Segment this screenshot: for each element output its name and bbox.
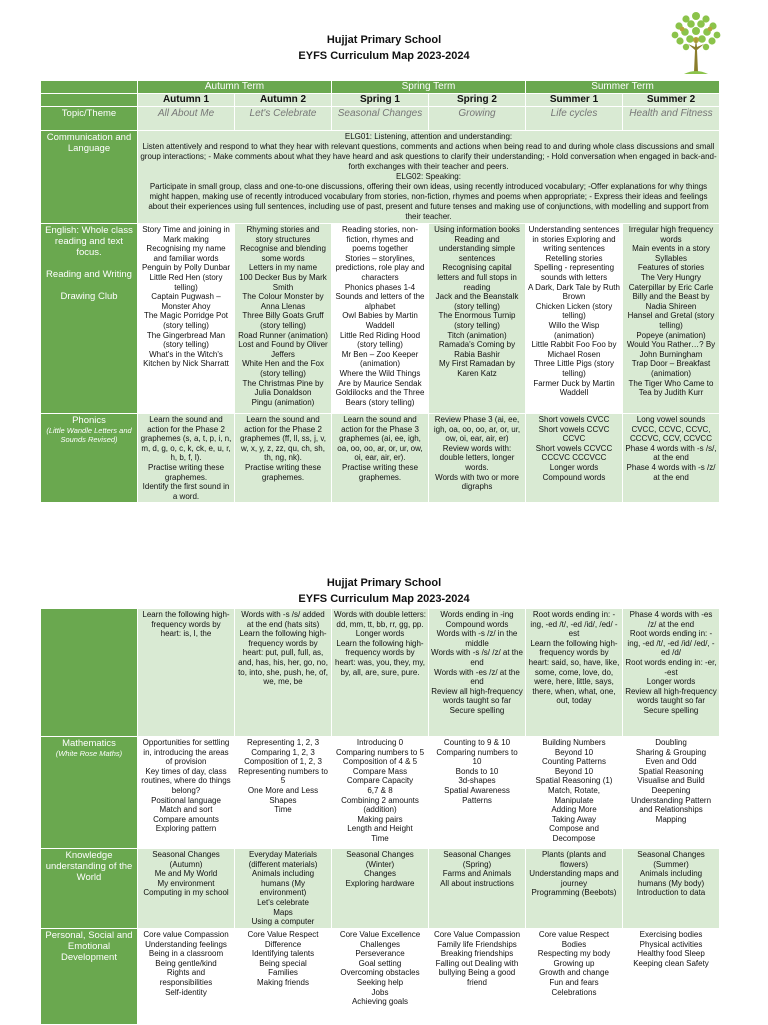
maths-spring-1: Introducing 0 Comparing numbers to 5 Composition of 4 & 5 Compare Mass Compare Capacity 6,7 & 8 Combining 2 amounts (addition) Making pairs Length and Height Time bbox=[332, 737, 429, 849]
term-autumn: Autumn Term bbox=[138, 81, 332, 94]
psed-autumn-1: Core value Compassion Understanding feelings Being in a classroom Being gentle/kind Rights and responsibilities Self-identity bbox=[138, 929, 235, 1025]
tree-logo-icon bbox=[670, 10, 722, 80]
theme-autumn-2: Let's Celebrate bbox=[235, 107, 332, 131]
phonics-spring-2: Review Phase 3 (ai, ee, igh, oa, oo, oo, ar, or, ur, ow, oi, ear, air, er) Review words with: double letters, longer words. Words with two or more digraphs bbox=[429, 414, 526, 503]
curriculum-table-page-2 bbox=[40, 608, 720, 1025]
phonics-cont-autumn-2: Words with -s /s/ added at the end (hats sits) Learn the following high-frequency words by heart: put, pull, full, as, and, has, his, her, go, no, to, into, she, push, he, of, we, me, be bbox=[235, 609, 332, 737]
maths-summer-1: Building Numbers Beyond 10 Counting Patterns Beyond 10 Spatial Reasoning (1) Match, Rotate, Manipulate Adding More Taking Away Compose and Decompose bbox=[526, 737, 623, 849]
psed-autumn-2: Core Value Respect Difference Identifying talents Being special Families Making friends bbox=[235, 929, 332, 1025]
row-label-mathematics bbox=[41, 737, 138, 849]
maths-summer-2: Doubling Sharing & Grouping Even and Odd Spatial Reasoning Visualise and Build Deepening Understanding Pattern and Relationships Mapping bbox=[623, 737, 720, 849]
knowledge-autumn-1: Seasonal Changes (Autumn) Me and My World My environment Computing in my school bbox=[138, 849, 235, 929]
phonics-cont-summer-1: Root words ending in: -ing, -ed /t/, -ed /id/, /ed/ -est Learn the following high-frequency words by heart: said, so, have, like, some, come, love, do, were, here, little, says, there, when, what, one, out, today bbox=[526, 609, 623, 737]
term-spring: Spring Term bbox=[332, 81, 526, 94]
header-autumn-2: Autumn 2 bbox=[235, 94, 332, 107]
row-label-communication: Communication and Language bbox=[41, 131, 138, 224]
phonics-summer-1: Short vowels CVCC Short vowels CCVC CCVC Short vowels CCVCC CCCVC CCCVCC Longer words Compound words bbox=[526, 414, 623, 503]
header-summer-1: Summer 1 bbox=[526, 94, 623, 107]
english-summer-1: Understanding sentences in stories Exploring and writing sentences Retelling stories Spelling - representing sounds with letters A Dark, Dark Tale by Ruth Brown Chicken Licken (story telling) Willo the Wisp (animation) Little Rabbit Foo Foo by Michael Rosen Three Little Pigs (story telling) Farmer Duck by Martin Waddell bbox=[526, 224, 623, 414]
header-summer-2: Summer 2 bbox=[623, 94, 720, 107]
phonics-autumn-1: Learn the sound and action for the Phase 2 graphemes (s, a, t, p, i, n, m, d, g, o, c, k, ck, e, u, r, h, b, f, l). Practise writing these graphemes. Identify the first sound in a word. bbox=[138, 414, 235, 503]
phonics-cont-summer-2: Phase 4 words with -es /z/ at the end Root words ending in: -ing, -ed /t/, -ed /id/ /ed/, -ed /d/ Root words ending in: -er, -est Longer words Review all high-frequency words taught so far Secure spelling bbox=[623, 609, 720, 737]
theme-spring-1: Seasonal Changes bbox=[332, 107, 429, 131]
phonics-continued-label bbox=[41, 609, 138, 737]
english-spring-2: Using information books Reading and understanding simple sentences Recognising capital letters and full stops in reading Jack and the Beanstalk (story telling) The Enormous Turnip (story telling) Titch (animation) Ramada's Coming by Rabia Bashir My First Ramadan by Karen Katz bbox=[429, 224, 526, 414]
theme-autumn-1: All About Me bbox=[138, 107, 235, 131]
theme-summer-2: Health and Fitness bbox=[623, 107, 720, 131]
term-summer: Summer Term bbox=[526, 81, 720, 94]
theme-spring-2: Growing bbox=[429, 107, 526, 131]
row-label-topic: Topic/Theme bbox=[41, 107, 138, 131]
phonics-cont-spring-1: Words with double letters: dd, mm, tt, bb, rr, gg, pp. Longer words Learn the following high-frequency words by heart: was, you, they, my, by, all, are, sure, pure. bbox=[332, 609, 429, 737]
english-summer-2: Irregular high frequency words Main events in a story Syllables Features of stories The Very Hungry Caterpillar by Eric Carle Billy and the Beast by Nadia Shireen Hansel and Gretal (story telling) Popeye (animation) Would You Rather…? By John Burningham Trap Door – Breakfast (animation) The Tiger Who Came to Tea by Judith Kurr bbox=[623, 224, 720, 414]
psed-spring-2: Core Value Compassion Family life Friendships Breaking friendships Falling out Dealing with bullying Being a good friend bbox=[429, 929, 526, 1025]
phonics-summer-2: Long vowel sounds CVCC, CCVC, CCVC, CCCVC, CCV, CCVCC Phase 4 words with -s /s/, at the end Phase 4 words with -s /z/ at the end bbox=[623, 414, 720, 503]
elg01-title: ELG01: Listening, attention and understanding: bbox=[344, 132, 513, 141]
english-spring-1: Reading stories, non-fiction, rhymes and poems together Stories – storylines, predictions, role play and characters Phonics phases 1-4 Sounds and letters of the alphabet Owl Babies by Martin Waddell Little Red Riding Hood (story telling) Mr Ben – Zoo Keeper (animation) Where the Wild Things Are by Maurice Sendak Goldilocks and the Three Bears (story telling) bbox=[332, 224, 429, 414]
row-label-phonics bbox=[41, 414, 138, 503]
knowledge-spring-2: Seasonal Changes (Spring) Farms and Animals All about instructions bbox=[429, 849, 526, 929]
maths-label: Mathematics bbox=[62, 738, 116, 749]
phonics-sublabel: (Little Wandle Letters and Sounds Revised) bbox=[46, 426, 132, 444]
phonics-label: Phonics bbox=[72, 415, 106, 426]
elg02-text: Participate in small group, class and one-to-one discussions, offering their own ideas, using recently introduced vocabulary; -Offer explanations for why things might happen, making use of recently introduced vocabulary from stories, non-fiction, rhymes and poems when appropriate; - Express their ideas and feelings about their experiences using full sentences, including use of past, present and future tenses and making use of conjunctions, with modelling and support from their teacher. bbox=[148, 182, 709, 221]
knowledge-summer-1: Plants (plants and flowers) Understanding maps and journey Programming (Beebots) bbox=[526, 849, 623, 929]
row-label-english: English: Whole class reading and text focus. Reading and Writing Drawing Club bbox=[41, 224, 138, 414]
psed-summer-2: Exercising bodies Physical activities Healthy food Sleep Keeping clean Safety bbox=[623, 929, 720, 1025]
maths-sublabel: (White Rose Maths) bbox=[55, 749, 123, 758]
blank-corner bbox=[41, 81, 138, 94]
row-label-knowledge: Knowledge understanding of the World bbox=[41, 849, 138, 929]
phonics-autumn-2: Learn the sound and action for the Phase 2 graphemes (ff, ll, ss, j, v, w, x, y, z, zz, qu, ch, sh, th, ng, nk). Practise writing these graphemes. bbox=[235, 414, 332, 503]
school-title: Hujjat Primary School bbox=[326, 34, 442, 46]
curriculum-map-title: EYFS Curriculum Map 2023-2024 bbox=[298, 50, 470, 62]
school-title-page-2: Hujjat Primary School bbox=[326, 577, 442, 589]
phonics-cont-autumn-1: Learn the following high-frequency words by heart: is, I, the bbox=[138, 609, 235, 737]
header-autumn-1: Autumn 1 bbox=[138, 94, 235, 107]
blank-corner-2 bbox=[41, 94, 138, 107]
row-label-psed: Personal, Social and Emotional Development bbox=[41, 929, 138, 1025]
header-spring-2: Spring 2 bbox=[429, 94, 526, 107]
communication-elgs bbox=[138, 131, 720, 224]
english-autumn-1: Story Time and joining in Mark making Recognising my name and familiar words Penguin by Polly Dunbar Little Red Hen (story telling) Captain Pugwash – Monster Ahoy The Magic Porridge Pot (story telling) The Gingerbread Man (story telling) What's in the Witch's Kitchen by Nick Sharratt bbox=[138, 224, 235, 414]
maths-spring-2: Counting to 9 & 10 Comparing numbers to 10 Bonds to 10 3d-shapes Spatial Awareness Patterns bbox=[429, 737, 526, 849]
theme-summer-1: Life cycles bbox=[526, 107, 623, 131]
knowledge-spring-1: Seasonal Changes (Winter) Changes Exploring hardware bbox=[332, 849, 429, 929]
psed-spring-1: Core Value Excellence Challenges Perseverance Goal setting Overcoming obstacles Seeking help Jobs Achieving goals bbox=[332, 929, 429, 1025]
psed-summer-1: Core value Respect Bodies Respecting my body Growing up Growth and change Fun and fears Celebrations bbox=[526, 929, 623, 1025]
curriculum-map-title-page-2: EYFS Curriculum Map 2023-2024 bbox=[298, 593, 470, 605]
elg01-text: Listen attentively and respond to what they hear with relevant questions, comments and actions when being read to and during whole class discussions and small group interactions; - Make comments about what they have heard and ask questions to clarify their understanding; - Hold conversation when engaged in back-and-forth exchanges with their teacher and peers. bbox=[140, 142, 717, 171]
maths-autumn-2: Representing 1, 2, 3 Comparing 1, 2, 3 Composition of 1, 2, 3 Representing numbers to 5 One More and Less Shapes Time bbox=[235, 737, 332, 849]
knowledge-autumn-2: Everyday Materials (different materials) Animals including humans (My environment) Let's celebrate Maps Using a computer bbox=[235, 849, 332, 929]
phonics-spring-1: Learn the sound and action for the Phase 3 graphemes (ai, ee, igh, oa, oo, oo, ar, or, ur, ow, oi, ear, air, er). Practise writing these graphemes. bbox=[332, 414, 429, 503]
knowledge-summer-2: Seasonal Changes (Summer) Animals including humans (My body) Introduction to data bbox=[623, 849, 720, 929]
phonics-cont-spring-2: Words ending in -ing Compound words Words with -s /z/ in the middle Words with -s /s/ /z/ at the end Words with -es /z/ at the end Review all high-frequency words taught so far Secure spelling bbox=[429, 609, 526, 737]
header-spring-1: Spring 1 bbox=[332, 94, 429, 107]
english-autumn-2: Rhyming stories and story structures Recognise and blending some words Letters in my name 100 Decker Bus by Mark Smith The Colour Monster by Anna Llenas Three Billy Goats Gruff (story telling) Road Runner (animation) Lost and Found by Oliver Jeffers White Hen and the Fox (story telling) The Christmas Pine by Julia Donaldson Pingu (animation) bbox=[235, 224, 332, 414]
elg02-title: ELG02: Speaking: bbox=[396, 172, 461, 181]
curriculum-table-page-1 bbox=[40, 80, 720, 503]
maths-autumn-1: Opportunities for settling in, introducing the areas of provision Key times of day, class routines, where do things belong? Positional language Match and sort Compare amounts Exploring pattern bbox=[138, 737, 235, 849]
